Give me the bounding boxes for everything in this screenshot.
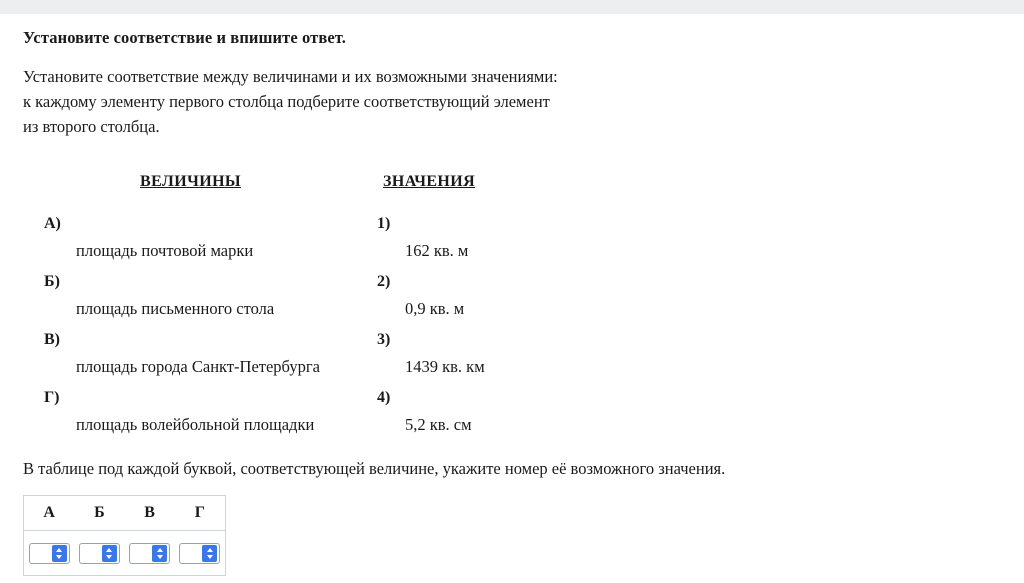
answer-cell-v — [124, 531, 174, 576]
pair-number: 3) — [377, 331, 391, 348]
pair-row — [0, 215, 1024, 273]
answer-table — [23, 495, 226, 576]
pair-number: 1) — [377, 215, 391, 232]
answer-input-b[interactable] — [79, 543, 120, 564]
pair-number: 4) — [377, 389, 391, 406]
pair-quantity: площадь города Санкт-Петербурга — [76, 357, 320, 376]
spinner-arrows-icon[interactable] — [152, 545, 167, 562]
column-headers — [0, 173, 1024, 199]
intro-line-1: Установите соответствие между величинами и их возможными значениями: — [23, 67, 558, 86]
pair-number: 2) — [377, 273, 391, 290]
answer-input-a[interactable] — [29, 543, 70, 564]
answer-input-v[interactable] — [129, 543, 170, 564]
answer-header-cell: Г — [175, 496, 226, 531]
spinner-arrows-icon[interactable] — [52, 545, 67, 562]
answer-table-header-row — [24, 496, 226, 531]
answer-cell-b — [74, 531, 124, 576]
top-strip — [0, 0, 1024, 14]
matching-pairs — [0, 215, 1024, 447]
pair-letter: Б) — [44, 273, 60, 290]
pair-value: 1439 кв. км — [405, 357, 485, 376]
answer-table-input-row — [24, 531, 226, 576]
spinner-arrows-icon[interactable] — [202, 545, 217, 562]
pair-quantity: площадь почтовой марки — [76, 241, 254, 260]
pair-value: 5,2 кв. см — [405, 415, 472, 434]
answer-header-cell: В — [124, 496, 174, 531]
task-page — [0, 14, 1024, 576]
answer-cell-a — [24, 531, 75, 576]
pair-value: 162 кв. м — [405, 241, 469, 260]
answer-instruction: В таблице под каждой буквой, соответствующей величине, укажите номер её возможного значения. — [23, 459, 726, 478]
answer-input-g[interactable] — [179, 543, 220, 564]
spinner-arrows-icon[interactable] — [102, 545, 117, 562]
pair-letter: В) — [44, 331, 60, 348]
intro-line-2: к каждому элементу первого столбца подберите соответствующий элемент — [23, 92, 550, 111]
pair-quantity: площадь письменного стола — [76, 299, 275, 318]
column-header-values: ЗНАЧЕНИЯ — [383, 173, 476, 190]
pair-row — [0, 273, 1024, 331]
answer-header-cell: А — [24, 496, 75, 531]
pair-quantity: площадь волейбольной площадки — [76, 415, 315, 434]
intro-line-3: из второго столбца. — [23, 117, 160, 136]
answer-cell-g — [175, 531, 226, 576]
page-title: Установите соответствие и впишите ответ. — [23, 28, 346, 47]
pair-row — [0, 389, 1024, 447]
answer-header-cell: Б — [74, 496, 124, 531]
task-intro — [23, 64, 1024, 139]
pair-row — [0, 331, 1024, 389]
pair-value: 0,9 кв. м — [405, 299, 465, 318]
pair-letter: А) — [44, 215, 61, 232]
pair-letter: Г) — [44, 389, 60, 406]
column-header-quantities: ВЕЛИЧИНЫ — [140, 173, 242, 190]
